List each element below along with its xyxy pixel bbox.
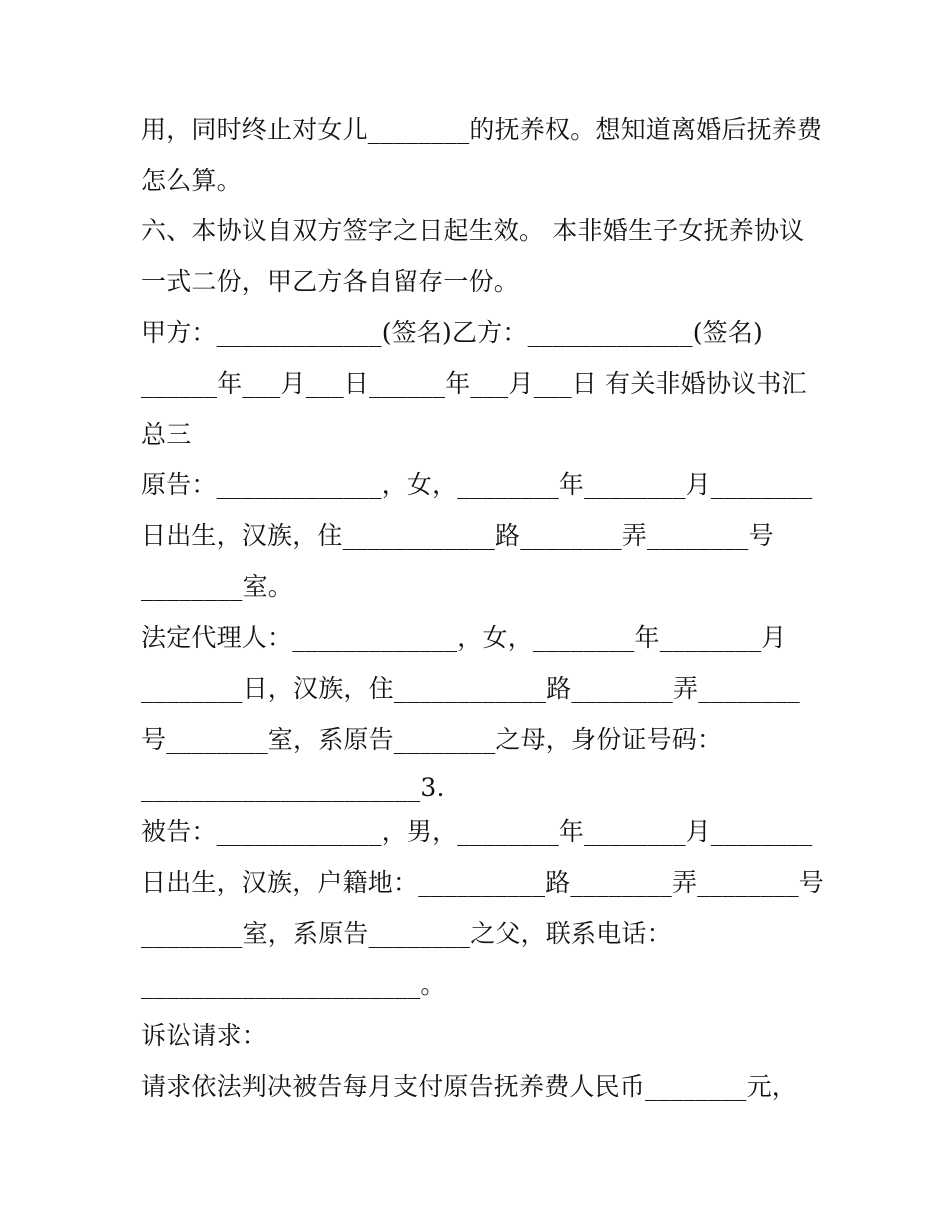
claims-heading: 诉讼请求： [141,1021,268,1050]
date-line: ______年___月___日______年___月___日 有关非婚协议书汇 [141,369,807,398]
defendant-phone-line: ________室，系原告________之父，联系电话： [141,919,672,948]
plaintiff-room-line: ________室。 [141,572,294,601]
representative-id-line: 号________室，系原告________之母，身份证号码： [141,725,723,754]
defendant-line: 被告：_____________，男，________年________月________ [141,817,813,846]
signature-line: 甲方：_____________(签名)乙方：_____________(签名) [141,318,764,347]
legal-representative-line: 法定代理人：_____________，女，________年________月 [141,623,787,652]
representative-address-line: ________日，汉族，住____________路________弄________ [141,674,800,703]
text-line: 用，同时终止对女儿________的抚养权。想知道离婚后抚养费 [141,115,823,144]
id-number-line: ______________________3. [141,773,445,802]
text-line: 六、本协议自双方签字之日起生效。 本非婚生子女抚养协议 [141,216,805,245]
defendant-address-line: 日出生，汉族，户籍地：__________路________弄________号 [141,868,825,897]
text-line: 一式二份，甲乙方各自留存一份。 [141,267,520,296]
phone-number-line: ______________________。 [141,970,446,999]
plaintiff-address-line: 日出生，汉族，住____________路________弄________号 [141,521,774,550]
claims-text: 请求依法判决被告每月支付原告抚养费人民币________元， [141,1072,798,1101]
plaintiff-line: 原告：_____________，女，________年________月________ [141,470,813,499]
text-line: 怎么算。 [141,166,242,195]
section-title: 总三 [141,420,192,449]
